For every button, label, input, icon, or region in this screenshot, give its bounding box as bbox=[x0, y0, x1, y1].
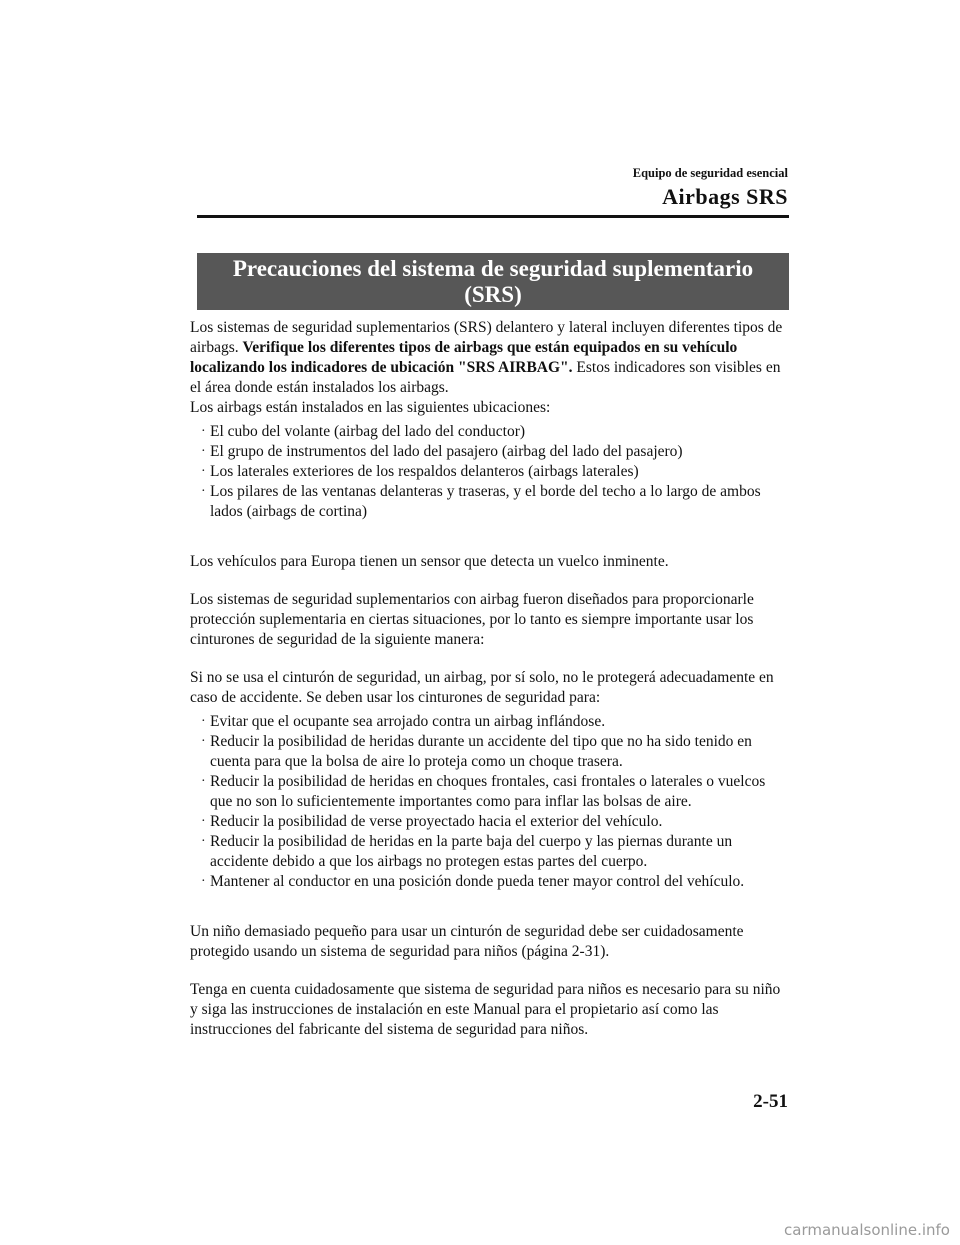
intro-bold-text: Verifique los diferentes tipos de airbags que están equipados en su vehículo localizando los indicadores de ubicación "SRS AIRBAG". bbox=[190, 339, 738, 376]
intro-text-1: Los sistemas de seguridad suplementarios (SRS) delantero y lateral incluyen diferentes tipos de airbags. bbox=[190, 319, 783, 356]
list-item-text: Reducir la posibilidad de heridas en la parte baja del cuerpo y las piernas durante un accidente debido a que los airbags no protegen estas partes del cuerpo. bbox=[210, 833, 733, 870]
list-item-text: Evitar que el ocupante sea arrojado contra un airbag inflándose. bbox=[210, 713, 606, 730]
main-content bbox=[190, 318, 790, 1040]
watermark: carmanualsonline.info bbox=[784, 1221, 950, 1239]
list-item-text: Mantener al conductor en una posición donde pueda tener mayor control del vehículo. bbox=[210, 873, 745, 890]
intro-paragraph bbox=[190, 318, 790, 398]
bullet-dot: · bbox=[201, 464, 206, 479]
header-section-label: Equipo de seguridad esencial bbox=[632, 166, 788, 180]
intro-text-2: Estos indicadores son visibles en el área donde están instalados los airbags. bbox=[190, 359, 781, 396]
bullet-dot: · bbox=[201, 774, 206, 789]
child-seat-paragraph: Tenga en cuenta cuidadosamente que sistema de seguridad para niños es necesario para su niño y siga las instrucciones de instalación en este Manual para el propietario así como las instrucciones del fabricante del sistema de seguridad para niños. bbox=[190, 981, 781, 1038]
list-item-text: Los pilares de las ventanas delanteras y traseras, y el borde del techo a lo largo de ambos lados (airbags de cortina) bbox=[210, 483, 761, 520]
list-item bbox=[190, 872, 790, 892]
bullet-dot: · bbox=[201, 814, 206, 829]
list-item-text: Reducir la posibilidad de heridas durante un accidente del tipo que no ha sido tenido en cuenta para que la bolsa de aire lo proteja como un choque trasera. bbox=[210, 733, 752, 770]
bullet-dot: · bbox=[201, 874, 206, 889]
list-item bbox=[190, 832, 790, 872]
banner-title-line2: (SRS) bbox=[464, 282, 522, 307]
belt-reasons-list bbox=[190, 712, 790, 892]
locations-lead: Los airbags están instalados en las siguientes ubicaciones: bbox=[190, 399, 551, 416]
list-item-text: El grupo de instrumentos del lado del pasajero (airbag del lado del pasajero) bbox=[210, 443, 683, 460]
list-item bbox=[190, 712, 790, 732]
list-item-text: Los laterales exteriores de los respaldos delanteros (airbags laterales) bbox=[210, 463, 639, 480]
europe-paragraph: Los vehículos para Europa tienen un sensor que detecta un vuelco inminente. bbox=[190, 553, 669, 570]
section-banner bbox=[197, 253, 789, 310]
header-rule bbox=[197, 215, 789, 218]
list-item bbox=[190, 442, 790, 462]
bullet-dot: · bbox=[201, 424, 206, 439]
list-item bbox=[190, 732, 790, 772]
list-item bbox=[190, 772, 790, 812]
list-item bbox=[190, 812, 790, 832]
airbag-locations-list bbox=[190, 422, 790, 522]
list-item bbox=[190, 462, 790, 482]
bullet-dot: · bbox=[201, 444, 206, 459]
page-number: 2-51 bbox=[753, 1091, 788, 1112]
banner-title-line1: Precauciones del sistema de seguridad suplementario bbox=[232, 256, 754, 281]
list-item-text: Reducir la posibilidad de heridas en choques frontales, casi frontales o laterales o vuelcos que no son lo suficientemente importantes como para inflar las bolsas de aire. bbox=[210, 773, 766, 810]
bullet-dot: · bbox=[201, 834, 206, 849]
bullet-dot: · bbox=[201, 714, 206, 729]
child-paragraph: Un niño demasiado pequeño para usar un cinturón de seguridad debe ser cuidadosamente protegido usando un sistema de seguridad para niños (página 2-31). bbox=[190, 923, 744, 960]
designed-paragraph: Los sistemas de seguridad suplementarios con airbag fueron diseñados para proporcionarle protección suplementaria en ciertas situaciones, por lo tanto es siempre importante usar los cinturones de seguridad de la siguiente manera: bbox=[190, 591, 754, 648]
list-item bbox=[190, 482, 790, 522]
bullet-dot: · bbox=[201, 484, 206, 499]
list-item-text: Reducir la posibilidad de verse proyectado hacia el exterior del vehículo. bbox=[210, 813, 663, 830]
header-chapter-title: Airbags SRS bbox=[662, 184, 788, 209]
no-belt-paragraph: Si no se usa el cinturón de seguridad, un airbag, por sí solo, no le protegerá adecuadamente en caso de accidente. Se deben usar los cinturones de seguridad para: bbox=[190, 669, 774, 706]
bullet-dot: · bbox=[201, 734, 206, 749]
list-item-text: El cubo del volante (airbag del lado del conductor) bbox=[210, 423, 526, 440]
list-item bbox=[190, 422, 790, 442]
